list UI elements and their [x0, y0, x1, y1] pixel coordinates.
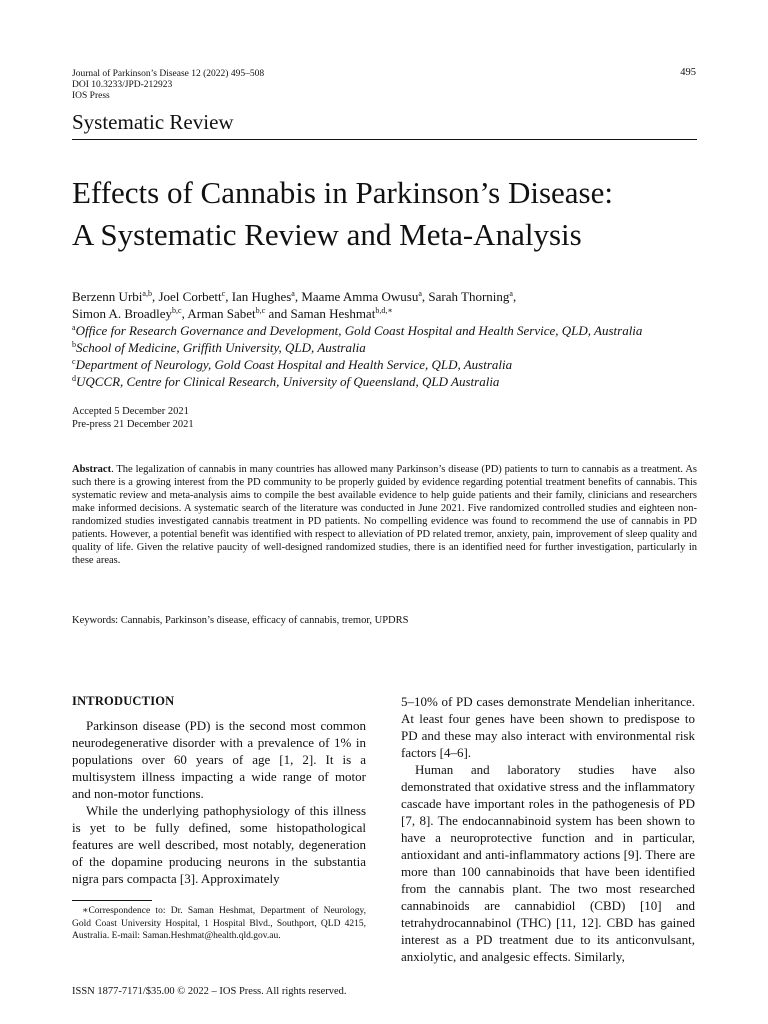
title-line-2: A Systematic Review and Meta-Analysis [72, 217, 582, 252]
author-name: Simon A. Broadley [72, 306, 173, 321]
header-divider [72, 139, 697, 140]
author-name: Ian Hughes [231, 289, 292, 304]
section-label: Systematic Review [72, 110, 234, 134]
author-separator: , [421, 289, 429, 304]
author-affil-ref: a,b [142, 289, 152, 298]
body-paragraph: Parkinson disease (PD) is the second most common neurodegenerative disorder with a prevalence of 1% in populations over 60 years of age [1, 2]. It is a multisystem illness impacting a wide range of motor and non-motor functions. [72, 718, 366, 801]
author-separator: , [294, 289, 302, 304]
author-separator: , [225, 289, 232, 304]
author-affil-ref: a [418, 289, 422, 298]
body-paragraph: 5–10% of PD cases demonstrate Mendelian inheritance. At least four genes have been shown to predispose to PD and these may also interact with environmental risk factors [4–6]. [401, 694, 695, 760]
author-name: Arman Sabet [187, 306, 256, 321]
affiliation-key: c [72, 357, 76, 366]
author-name: Maame Amma Owusu [301, 289, 419, 304]
publication-dates [72, 405, 194, 431]
body-paragraph: Human and laboratory studies have also demonstrated that oxidative stress and the inflammatory cascade have important roles in the pathogenesis of PD [7, 8]. The endocannabinoid system has been shown to have a neuroprotective function and in particular, antioxidant and anti-inflammatory actions [9]. There are more than 100 cannabinoids that have been identified from the cannabis plant. The two most researched cannabinoids are cannabidiol (CBD) [10] and tetrahydrocannabinol (THC) [11, 12]. CBD has gained interest as a PD treatment due to its anticonvulsant, anxiolytic, and analgesic effects. Similarly, [401, 762, 695, 964]
prepress-date: Pre-press 21 December 2021 [72, 419, 194, 430]
page-number: 495 [680, 67, 696, 78]
author-line [72, 305, 712, 322]
author-separator: , [181, 306, 188, 321]
keywords: Keywords: Cannabis, Parkinson’s disease, efficacy of cannabis, tremor, UPDRS [72, 615, 409, 626]
author-separator: and [265, 306, 291, 321]
publisher: IOS Press [72, 91, 110, 101]
affiliation-key: b [72, 340, 76, 349]
author-name: Saman Heshmat [290, 306, 376, 321]
body-paragraph: While the underlying pathophysiology of this illness is yet to be fully defined, some histopathological features are well described, most notably, degeneration of the dopamine producing neurons in the substantia nigra pars compacta [3]. Approximately [72, 803, 366, 886]
author-affil-ref: b,c [255, 306, 266, 315]
intro-heading: INTRODUCTION [72, 694, 175, 708]
accepted-date: Accepted 5 December 2021 [72, 406, 189, 417]
copyright-footer: ISSN 1877-7171/$35.00 © 2022 – IOS Press. All rights reserved. [72, 986, 347, 997]
affiliation-text: School of Medicine, Griffith University, QLD, Australia [76, 340, 366, 355]
author-name: Sarah Thorning [428, 289, 510, 304]
affiliation-key: a [72, 323, 76, 332]
journal-header [72, 69, 264, 102]
author-name: Berzenn Urbi [72, 289, 143, 304]
abstract-label: Abstract [72, 464, 112, 475]
doi[interactable]: DOI 10.3233/JPD-212923 [72, 80, 173, 90]
journal-citation: Journal of Parkinson’s Disease 12 (2022) 495–508 [72, 69, 265, 79]
affiliation-item [72, 339, 712, 356]
paper-title [72, 172, 712, 256]
abstract-text: . The legalization of cannabis in many countries has allowed many Parkinson’s disease (PD) patients to turn to cannabis as a treatment. As such there is a growing interest from the PD community to be properly guided by evidence regarding potential treatment benefits of cannabis. This systematic review and meta-analysis aims to compile the best available evidence to help guide patients and their family, clinicians and researchers make informed decisions. A systematic search of the literature was conducted in June 2021. Five randomized controlled studies and eighteen non-randomized studies investigated cannabis treatment in PD patients. No compelling evidence was found to recommend the use of cannabis in PD patients. However, a potential benefit was identified with respect to alleviation of PD related tremor, anxiety, pain, improvement of sleep quality and quality of life. Given the relative paucity of well-designed randomized studies, there is an identified need for further investigation, particularly in these areas. [72, 464, 697, 566]
author-list [72, 288, 712, 322]
author-affil-ref: a [509, 289, 513, 298]
author-name: Joel Corbett [158, 289, 222, 304]
author-affil-ref: b,d,∗ [375, 306, 393, 315]
author-separator: , [151, 289, 159, 304]
author-separator: , [512, 289, 517, 304]
intro-left-column [72, 693, 366, 887]
author-affil-ref: a [291, 289, 295, 298]
intro-right-column [401, 693, 695, 965]
title-line-1: Effects of Cannabis in Parkinson’s Disease: [72, 175, 613, 210]
author-affil-ref: b,c [172, 306, 182, 315]
author-affil-ref: c [221, 289, 226, 298]
affiliation-text: UQCCR, Centre for Clinical Research, University of Queensland, QLD Australia [76, 374, 500, 389]
affiliation-item [72, 322, 712, 339]
correspondence-footnote: ∗Correspondence to: Dr. Saman Heshmat, Department of Neurology, Gold Coast University Hospital, 1 Hospital Blvd., Southport, QLD 4215, Australia. E-mail: Saman.Heshmat@health.qld.gov.au. [72, 906, 366, 941]
affiliation-list [72, 322, 712, 390]
abstract [72, 463, 697, 567]
affiliation-text: Department of Neurology, Gold Coast Hospital and Health Service, QLD, Australia [75, 357, 513, 372]
author-line [72, 288, 712, 305]
affiliation-item [72, 373, 712, 390]
footnote-divider [72, 900, 152, 901]
affiliation-item [72, 356, 712, 373]
affiliation-key: d [72, 374, 76, 383]
affiliation-text: Office for Research Governance and Development, Gold Coast Hospital and Health Service, QLD, Australia [75, 323, 643, 338]
